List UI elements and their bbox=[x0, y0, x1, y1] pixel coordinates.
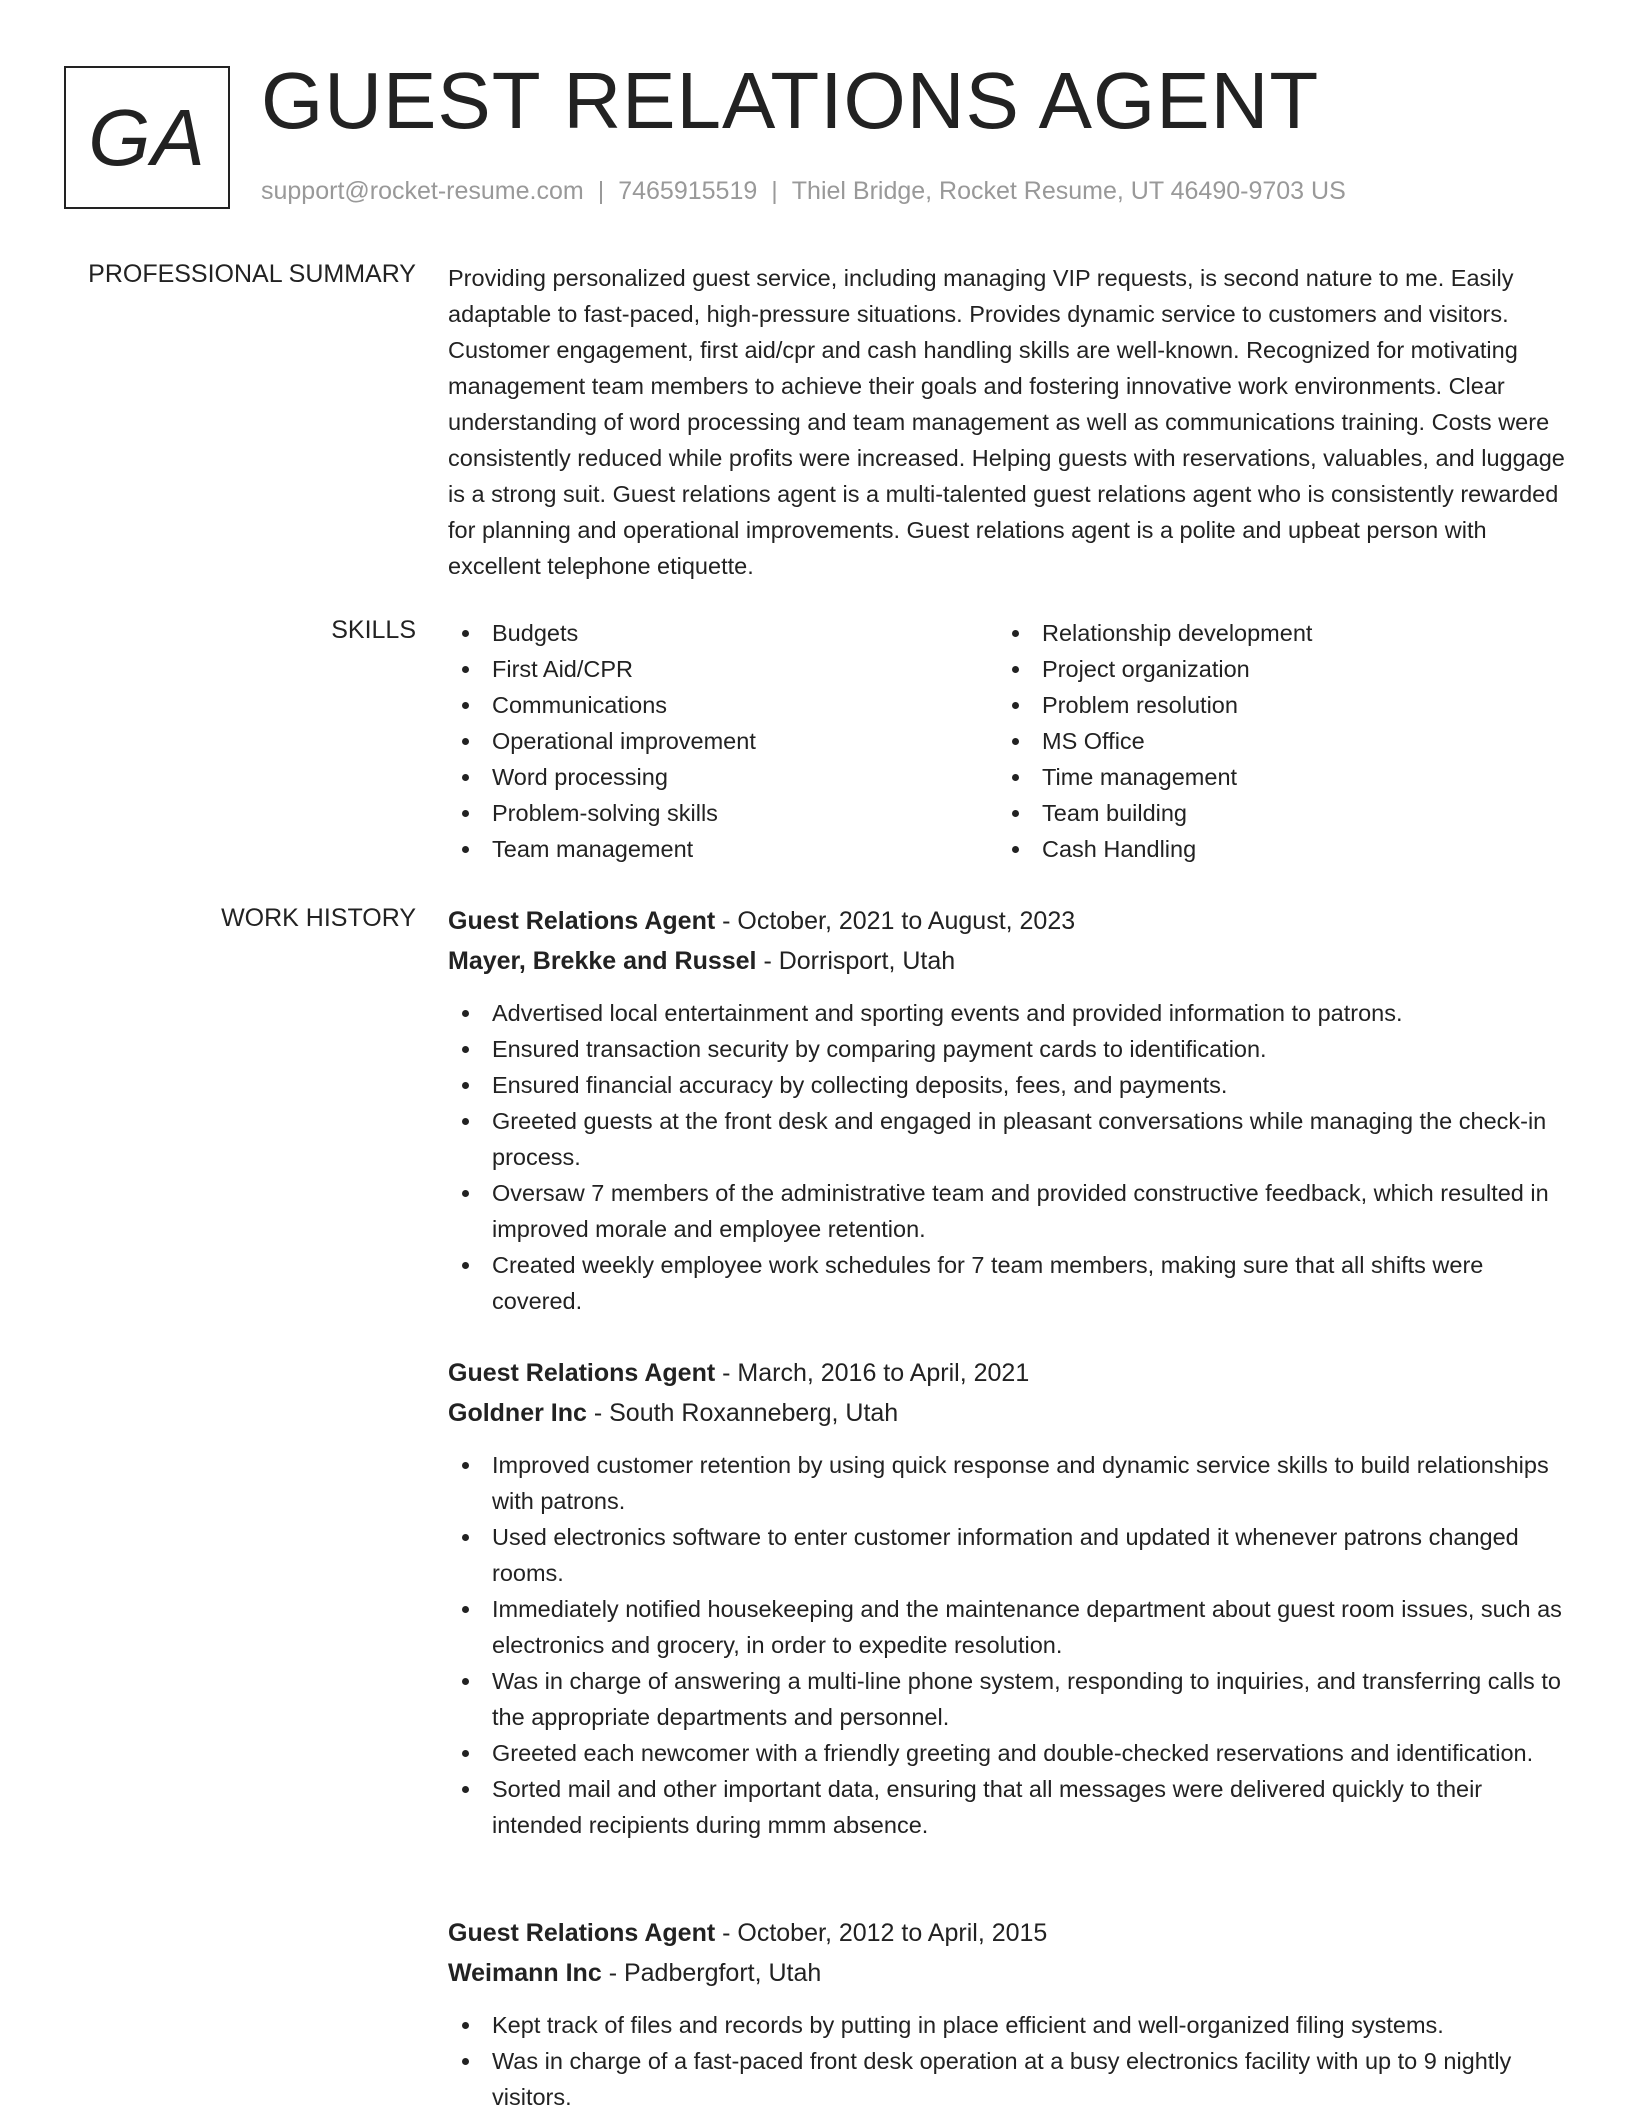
section-label-summary: PROFESSIONAL SUMMARY bbox=[88, 260, 416, 288]
job-bullet: Greeted guests at the front desk and engaged in pleasant conversations while managing the check-in process. bbox=[448, 1103, 1568, 1175]
job-dates: - October, 2021 to August, 2023 bbox=[715, 907, 1076, 935]
skills-list-left bbox=[448, 615, 998, 867]
job-title-line bbox=[448, 1913, 1568, 1953]
skill-item: Word processing bbox=[448, 759, 998, 795]
skill-item: Problem-solving skills bbox=[448, 795, 998, 831]
job-entry bbox=[448, 1913, 1568, 2112]
job-entry bbox=[448, 1353, 1568, 1843]
job-title: Guest Relations Agent bbox=[448, 907, 716, 935]
company-name: Goldner Inc bbox=[448, 1399, 587, 1427]
contact-address: Thiel Bridge, Rocket Resume, UT 46490-9703 US bbox=[791, 177, 1346, 205]
section-label-work-history: WORK HISTORY bbox=[221, 904, 416, 932]
skill-item: Team management bbox=[448, 831, 998, 867]
contact-separator: | bbox=[771, 177, 778, 205]
skill-item: Relationship development bbox=[998, 615, 1548, 651]
skill-item: Project organization bbox=[998, 651, 1548, 687]
job-bullet: Ensured transaction security by comparing payment cards to identification. bbox=[448, 1031, 1568, 1067]
skill-item: First Aid/CPR bbox=[448, 651, 998, 687]
contact-line bbox=[261, 174, 1346, 208]
company-line bbox=[448, 1953, 1568, 1993]
company-location: - Dorrisport, Utah bbox=[756, 947, 956, 975]
job-bullets bbox=[448, 1447, 1568, 1843]
job-entry bbox=[448, 901, 1568, 1319]
job-dates: - October, 2012 to April, 2015 bbox=[715, 1919, 1048, 1947]
contact-phone: 7465915519 bbox=[618, 177, 758, 205]
company-name: Weimann Inc bbox=[448, 1959, 602, 1987]
job-dates: - March, 2016 to April, 2021 bbox=[715, 1359, 1030, 1387]
skill-item: Communications bbox=[448, 687, 998, 723]
job-bullets bbox=[448, 2007, 1568, 2112]
section-label-skills: SKILLS bbox=[331, 616, 416, 644]
job-bullet: Sorted mail and other important data, ensuring that all messages were delivered quickly to their intended recipients during mmm absence. bbox=[448, 1771, 1568, 1843]
job-title: Guest Relations Agent bbox=[448, 1359, 716, 1387]
job-bullet: Ensured financial accuracy by collecting deposits, fees, and payments. bbox=[448, 1067, 1568, 1103]
skill-item: Problem resolution bbox=[998, 687, 1548, 723]
page-title: GUEST RELATIONS AGENT bbox=[261, 56, 1320, 145]
job-title-line bbox=[448, 901, 1568, 941]
monogram-initials: GA bbox=[88, 92, 206, 182]
job-bullet: Oversaw 7 members of the administrative team and provided constructive feedback, which resulted in improved morale and employee retention. bbox=[448, 1175, 1568, 1247]
contact-separator: | bbox=[597, 177, 605, 205]
monogram-box bbox=[64, 66, 230, 209]
job-bullet: Greeted each newcomer with a friendly greeting and double-checked reservations and identification. bbox=[448, 1735, 1568, 1771]
company-name: Mayer, Brekke and Russel bbox=[448, 947, 757, 975]
job-bullet: Was in charge of a fast-paced front desk operation at a busy electronics facility with up to 9 nightly visitors. bbox=[448, 2043, 1568, 2112]
job-bullet: Kept track of files and records by putting in place efficient and well-organized filing systems. bbox=[448, 2007, 1568, 2043]
company-line bbox=[448, 1393, 1568, 1433]
summary-text: Providing personalized guest service, including managing VIP requests, is second nature to me. Easily adaptable to fast-paced, high-pressure situations. Provides dynamic service to customers and visitors. Customer engagement, first aid/cpr and cash handling skills are well-known. Recognized for motivating management team members to achieve their goals and fostering innovative work environments. Clear understanding of word processing and team management as well as communications training. Costs were consistently reduced while profits were increased. Helping guests with reservations, valuables, and luggage is a strong suit. Guest relations agent is a multi-talented guest relations agent who is consistently rewarded for planning and operational improvements. Guest relations agent is a polite and upbeat person with excellent telephone etiquette. bbox=[448, 265, 1565, 579]
skills-list-right bbox=[998, 615, 1548, 867]
job-bullet: Was in charge of answering a multi-line phone system, responding to inquiries, and transferring calls to the appropriate departments and personnel. bbox=[448, 1663, 1568, 1735]
contact-email: support@rocket-resume.com bbox=[261, 177, 584, 205]
job-bullet: Created weekly employee work schedules for 7 team members, making sure that all shifts were covered. bbox=[448, 1247, 1568, 1319]
company-location: - South Roxanneberg, Utah bbox=[586, 1399, 899, 1427]
skill-item: Team building bbox=[998, 795, 1548, 831]
skills-section bbox=[448, 615, 1568, 867]
company-line bbox=[448, 941, 1568, 981]
skill-item: Cash Handling bbox=[998, 831, 1548, 867]
job-title: Guest Relations Agent bbox=[448, 1919, 716, 1947]
job-bullet: Advertised local entertainment and sporting events and provided information to patrons. bbox=[448, 995, 1568, 1031]
job-bullet: Used electronics software to enter customer information and updated it whenever patrons changed rooms. bbox=[448, 1519, 1568, 1591]
skill-item: Time management bbox=[998, 759, 1548, 795]
job-title-line bbox=[448, 1353, 1568, 1393]
skill-item: Budgets bbox=[448, 615, 998, 651]
job-bullet: Immediately notified housekeeping and the maintenance department about guest room issues, such as electronics and grocery, in order to expedite resolution. bbox=[448, 1591, 1568, 1663]
job-bullet: Improved customer retention by using quick response and dynamic service skills to build relationships with patrons. bbox=[448, 1447, 1568, 1519]
company-location: - Padbergfort, Utah bbox=[601, 1959, 822, 1987]
summary-section bbox=[448, 260, 1568, 584]
job-bullets bbox=[448, 995, 1568, 1319]
skill-item: MS Office bbox=[998, 723, 1548, 759]
skill-item: Operational improvement bbox=[448, 723, 998, 759]
